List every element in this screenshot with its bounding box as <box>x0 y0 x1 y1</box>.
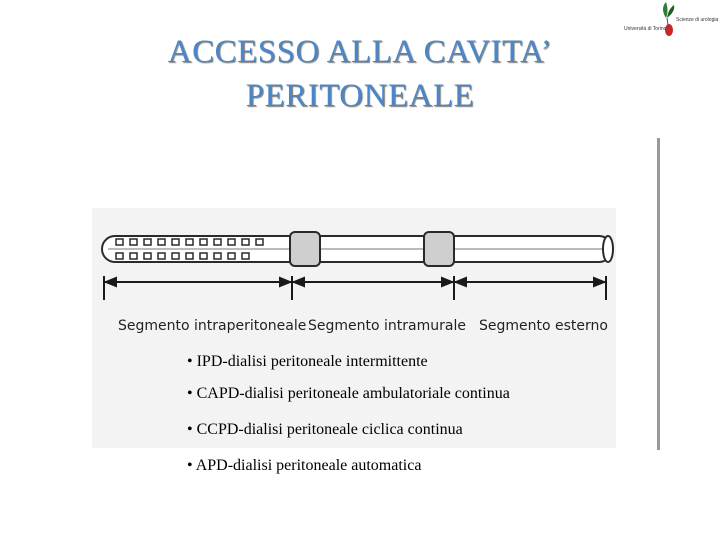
university-logo <box>620 0 720 40</box>
slide-title <box>60 30 660 118</box>
inner-cuff <box>290 232 320 266</box>
logo-department-text: Scienze di urologia <box>676 17 719 23</box>
outer-cuff <box>424 232 454 266</box>
catheter-diagram <box>92 220 622 310</box>
list-item: • CAPD-dialisi peritoneale ambulatoriale continua <box>187 385 510 402</box>
segment-dimension-arrows <box>104 276 606 300</box>
slide-title-line-1: ACCESSO ALLA CAVITA’ <box>167 34 553 70</box>
list-item: • CCPD-dialisi peritoneale ciclica continua <box>187 421 463 438</box>
list-item: • IPD-dialisi peritoneale intermittente <box>187 353 428 370</box>
dialysis-types-list <box>187 352 607 492</box>
segment-label-intraperitoneal: Segmento intraperitoneale <box>118 318 307 334</box>
slide-title-line-2: PERITONEALE <box>245 78 475 114</box>
segment-label-external: Segmento esterno <box>479 318 608 334</box>
list-item: • APD-dialisi peritoneale automatica <box>187 457 422 474</box>
segment-label-intramural: Segmento intramurale <box>308 318 466 334</box>
figure-border-line <box>657 138 660 450</box>
logo-university-text: Università di Torino <box>624 26 667 32</box>
